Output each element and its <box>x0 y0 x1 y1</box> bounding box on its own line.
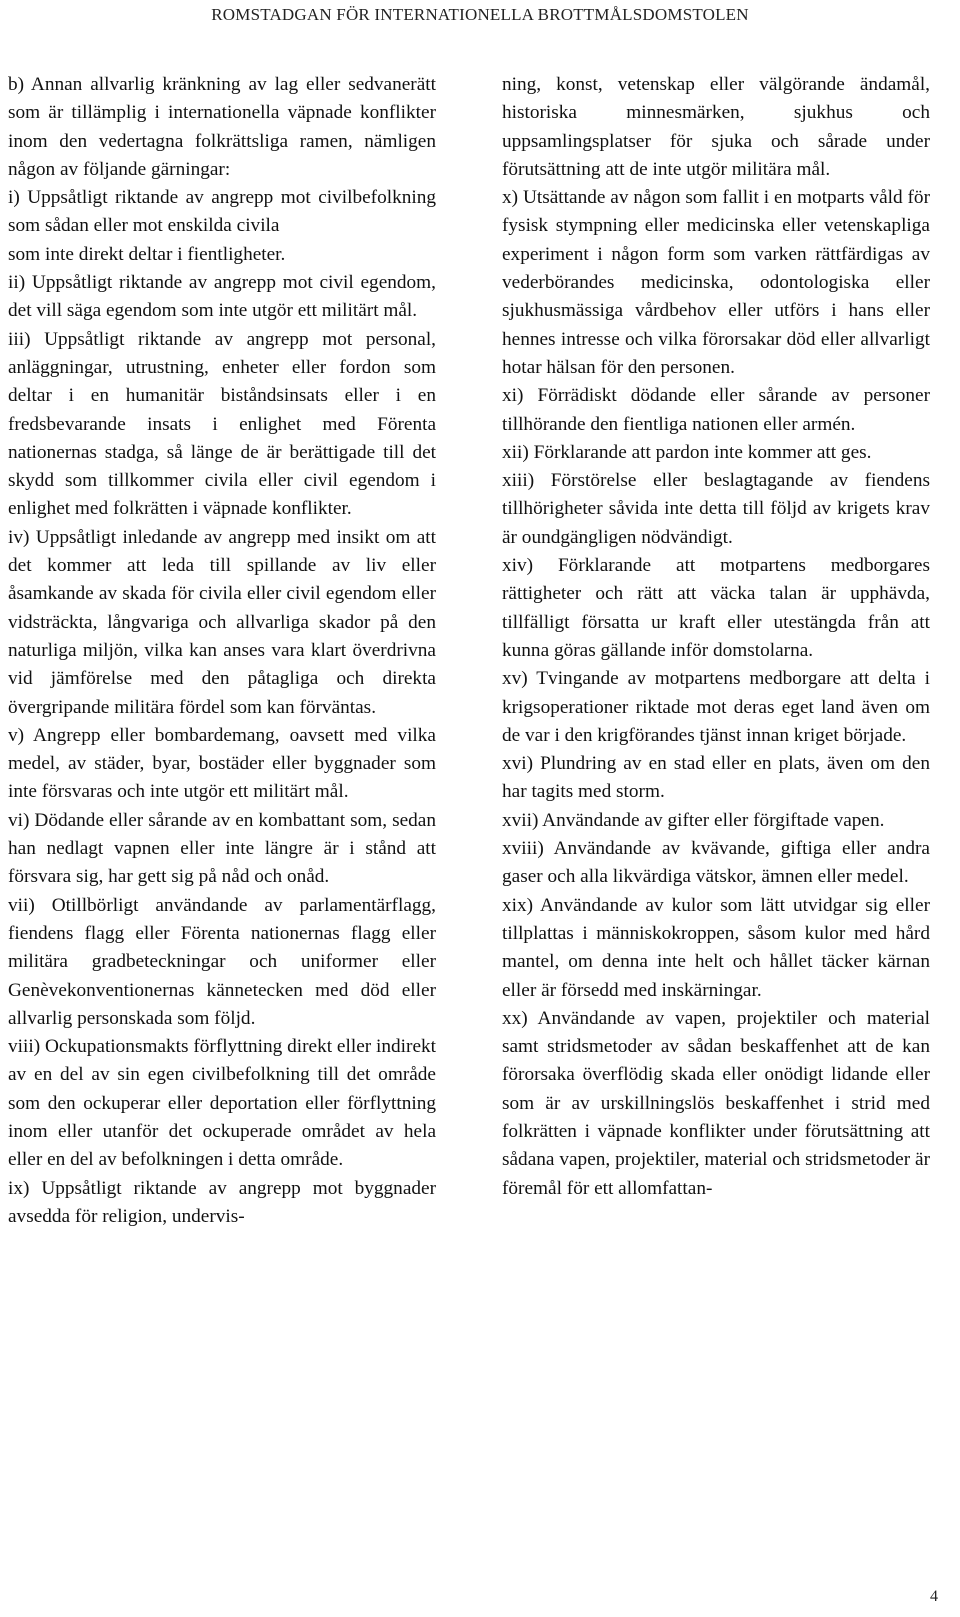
running-header: ROMSTADGAN FÖR INTERNATIONELLA BROTTMÅLSDOMSTOLEN <box>211 5 749 24</box>
paragraph-xix: xix) Användande av kulor som lätt utvidgar sig eller tillplattas i människokroppen, såsom kulor med hård mantel, om denna inte helt och hållet täcker kärnan eller är försedd med inskärningar. <box>502 894 930 1001</box>
paragraph-xiv: xiv) Förklarande att motpartens medborgares rättigheter och rätt att väcka talan är upphävda, tillfälligt försatta ur kraft eller utestängda från att kunna göras gällande inför domstolarna. <box>502 555 930 661</box>
paragraph-i-continued: som inte direkt deltar i fientligheter. <box>8 243 286 265</box>
paragraph-vi: vi) Dödande eller sårande av en kombattant som, sedan han nedlagt vapnen eller inte längre är i stånd att försvara sig, har gett sig på nåd och onåd. <box>8 809 436 888</box>
paragraph-b: b) Annan allvarlig kränkning av lag eller sedvanerätt som är tillämplig i internationella väpnade konflikter inom den vedertagna folkrättsliga ramen, nämligen någon av följande gärningar: <box>8 74 436 180</box>
paragraph-xv: xv) Tvingande av motpartens medborgare att delta i krigsoperationer riktade mot deras eget land även om de var i den krigförandes tjänst innan kriget började. <box>502 668 930 746</box>
right-text-column <box>502 71 930 1203</box>
paragraph-ix: ix) Uppsåtligt riktande av angrepp mot byggnader avsedda för religion, undervis- <box>8 1177 436 1227</box>
paragraph-xvii: xvii) Användande av gifter eller förgiftade vapen. <box>502 809 885 831</box>
paragraph-v: v) Angrepp eller bombardemang, oavsett med vilka medel, av städer, byar, bostäder eller byggnader som inte försvaras och inte utgör ett militärt mål. <box>8 724 436 803</box>
paragraph-iii: iii) Uppsåtligt riktande av angrepp mot personal, anläggningar, utrustning, enheter eller fordon som deltar i en humanitär biståndsinsats eller i en fredsbevarande insats i enlighet med Förenta nationernas stadga, så länge de är berättigade till det skydd som tillkommer civila eller civil egendom i enlighet med folkrätten i väpnade konflikter. <box>8 328 436 520</box>
paragraph-xx: xx) Användande av vapen, projektiler och material samt stridsmetoder av sådan beskaffenhet att de kan förorsaka överflödig skada eller onödigt lidande eller som är av urskillningslös beskaffenhet i strid med folkrätten i väpnade konflikter under förutsättning att sådana vapen, projektiler, material och stridsmetoder är föremål för ett allomfattan- <box>502 1007 930 1199</box>
paragraph-xi: xi) Förrädiskt dödande eller sårande av personer tillhörande den fientliga nationen eller armén. <box>502 385 930 435</box>
page-number: 4 <box>930 1588 938 1605</box>
paragraph-ii: ii) Uppsåtligt riktande av angrepp mot civil egendom, det vill säga egendom som inte utgör ett militärt mål. <box>8 272 436 322</box>
paragraph-iv: iv) Uppsåtligt inledande av angrepp med insikt om att det kommer att leda till spillande av liv eller åsamkande av skada för civila eller civil egendom eller vidsträckta, långvariga och allvarliga skador på den naturliga miljön, vilka kan anses vara klart överdrivna vid jämförelse med den påtagliga och direkta övergripande militära fördel som kan förväntas. <box>8 526 436 718</box>
paragraph-viii: viii) Ockupationsmakts förflyttning direkt eller indirekt av en del av sin egen civilbefolkning till det område som den ockuperar eller deportation eller förflyttning inom eller utanför det ockuperade området av hela eller en del av befolkningen i detta område. <box>8 1036 436 1171</box>
paragraph-x: x) Utsättande av någon som fallit i en motparts våld för fysisk stympning eller medicinska eller vetenskapliga experiment i någon form som varken rättfärdigas av vederbörandes medicinska, odontologiska eller sjukhusmässiga vårdbehov eller utförs i hans eller hennes intresse och vilka förorsakar död eller allvarligt hotar hälsan för den personen. <box>502 187 930 378</box>
paragraph-xvi: xvi) Plundring av en stad eller en plats, även om den har tagits med storm. <box>502 753 930 803</box>
paragraph-vii: vii) Otillbörligt användande av parlamentärflagg, fiendens flagg eller Förenta nationernas flagg eller militära gradbeteckningar och uniformer eller Genèvekonventionernas kännetecken med död eller allvarlig personskada som följd. <box>8 894 436 1029</box>
paragraph-i: i) Uppsåtligt riktande av angrepp mot civilbefolkning som sådan eller mot enskilda civila <box>8 187 436 237</box>
paragraph-ix-continued: ning, konst, vetenskap eller välgörande ändamål, historiska minnesmärken, sjukhus och uppsamlingsplatser för sjuka och sårade under förutsättning att de inte utgör militära mål. <box>502 74 930 180</box>
paragraph-xii: xii) Förklarande att pardon inte kommer att ges. <box>502 441 872 463</box>
paragraph-xviii: xviii) Användande av kvävande, giftiga eller andra gaser och alla likvärdiga vätskor, ämnen eller medel. <box>502 838 930 888</box>
paragraph-xiii: xiii) Förstörelse eller beslagtagande av fiendens tillhörigheter såvida inte detta till följd av krigets krav är oundgängligen nödvändigt. <box>502 470 930 548</box>
left-text-column <box>8 71 436 1231</box>
